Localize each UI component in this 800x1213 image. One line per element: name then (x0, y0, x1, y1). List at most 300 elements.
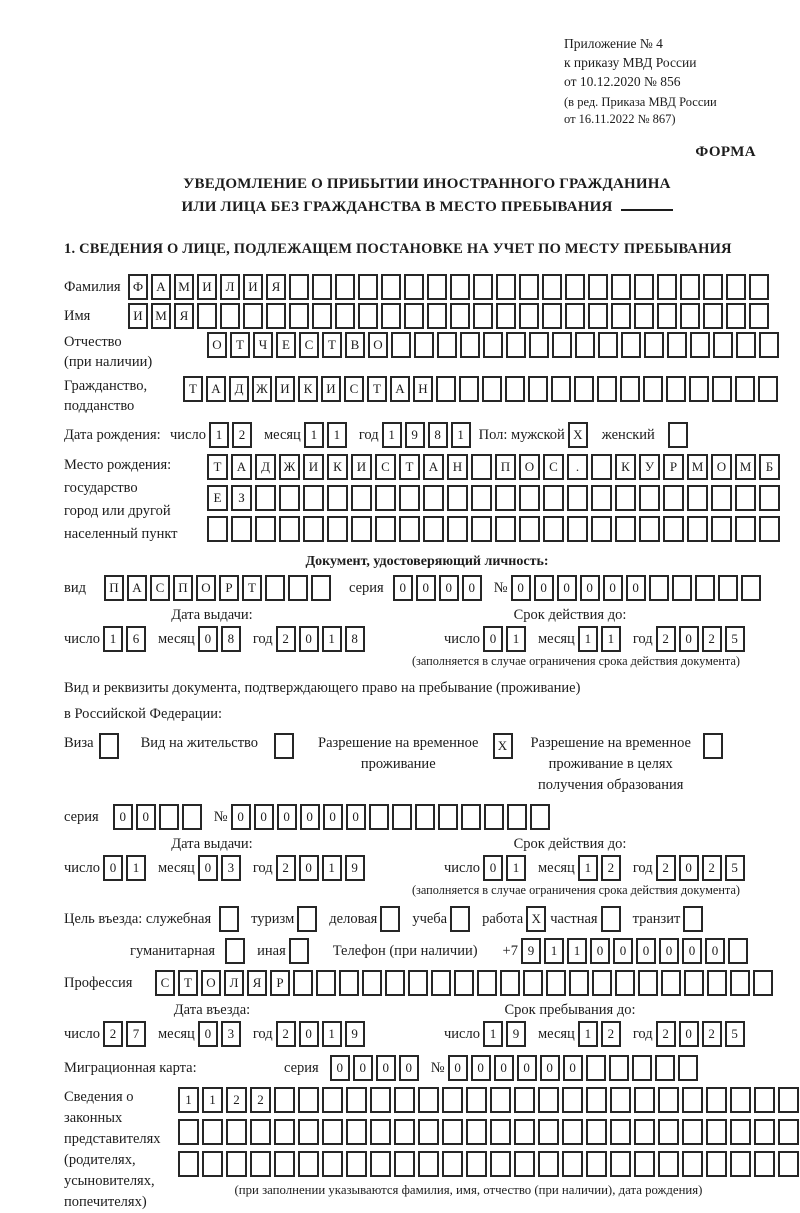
purpose-study-checkbox[interactable] (450, 906, 470, 932)
legal-reps-cell[interactable] (274, 1087, 295, 1113)
temp-residence-checkbox[interactable] (493, 733, 513, 759)
birthplace-cell[interactable]: З (231, 485, 252, 511)
surname-cell[interactable] (611, 274, 631, 300)
citizenship-cell[interactable] (574, 376, 594, 402)
surname-cell[interactable] (703, 274, 723, 300)
patronymic-cell[interactable] (667, 332, 687, 358)
surname-cell[interactable]: М (174, 274, 194, 300)
legal-reps-cell[interactable]: 1 (202, 1087, 223, 1113)
birthplace-cell[interactable]: Т (399, 454, 420, 480)
issue-month-cell[interactable]: 0 (198, 626, 218, 652)
surname-cell[interactable] (473, 274, 493, 300)
birthplace-cell[interactable] (423, 485, 444, 511)
legal-reps-cell[interactable] (418, 1087, 439, 1113)
doc-number-cell[interactable] (695, 575, 715, 601)
profession-cell[interactable] (431, 970, 451, 996)
doc-number-cell[interactable] (741, 575, 761, 601)
firstname-cell[interactable] (588, 303, 608, 329)
issue-year-cell[interactable]: 1 (322, 626, 342, 652)
migration-number-cells[interactable] (448, 1055, 698, 1081)
stay-year-cell[interactable]: 5 (725, 1021, 745, 1047)
legal-reps-cell[interactable] (442, 1119, 463, 1145)
surname-cell[interactable] (519, 274, 539, 300)
birthplace-cell[interactable] (591, 516, 612, 542)
residence-series-cell[interactable] (159, 804, 179, 830)
doc-number-cell[interactable]: 0 (603, 575, 623, 601)
birthplace-cells-row2[interactable] (207, 485, 780, 511)
phone-cell[interactable]: 0 (705, 938, 725, 964)
birthplace-cell[interactable] (255, 516, 276, 542)
doc-kind-cell[interactable]: П (173, 575, 193, 601)
res-issue-day-cells[interactable] (103, 855, 146, 881)
firstname-cell[interactable] (266, 303, 286, 329)
entry-month-cell[interactable]: 0 (198, 1021, 218, 1047)
doc-kind-cell[interactable]: С (150, 575, 170, 601)
patronymic-cell[interactable] (483, 332, 503, 358)
legal-reps-cell[interactable] (610, 1119, 631, 1145)
birth-day-cell[interactable]: 1 (209, 422, 229, 448)
birth-month-cell[interactable]: 1 (304, 422, 324, 448)
phone-cells[interactable] (521, 938, 748, 964)
legal-reps-cell[interactable] (274, 1151, 295, 1177)
surname-cell[interactable]: Ф (128, 274, 148, 300)
res-issue-month-cells[interactable] (198, 855, 241, 881)
stay-day-cell[interactable]: 1 (483, 1021, 503, 1047)
patronymic-cell[interactable] (690, 332, 710, 358)
residence-number-cell[interactable]: 0 (231, 804, 251, 830)
doc-number-cell[interactable]: 0 (580, 575, 600, 601)
residence-series-cell[interactable]: 0 (136, 804, 156, 830)
purpose-humanitarian-checkbox[interactable] (225, 938, 245, 964)
firstname-cell[interactable] (680, 303, 700, 329)
doc-series-cell[interactable]: 0 (393, 575, 413, 601)
entry-year-cells[interactable] (276, 1021, 365, 1047)
birth-year-cell[interactable]: 9 (405, 422, 425, 448)
official-checkbox[interactable] (219, 906, 239, 932)
profession-cell[interactable] (385, 970, 405, 996)
legal-reps-cell[interactable] (490, 1087, 511, 1113)
expiry-month-cell[interactable]: 1 (578, 626, 598, 652)
residence-number-cell[interactable] (369, 804, 389, 830)
residence-number-cells[interactable] (231, 804, 550, 830)
doc-kind-cell[interactable] (265, 575, 285, 601)
profession-cell[interactable]: Т (178, 970, 198, 996)
legal-reps-cell[interactable] (634, 1119, 655, 1145)
sex-female-checkbox[interactable] (668, 422, 688, 448)
birthplace-cell[interactable] (735, 485, 756, 511)
legal-reps-cell[interactable] (778, 1119, 799, 1145)
firstname-cell[interactable] (289, 303, 309, 329)
phone-cell[interactable]: 9 (521, 938, 541, 964)
legal-reps-cell[interactable] (586, 1151, 607, 1177)
surname-cell[interactable] (289, 274, 309, 300)
res-expiry-day-cell[interactable]: 0 (483, 855, 503, 881)
legal-reps-cell[interactable] (490, 1151, 511, 1177)
legal-reps-cell[interactable] (610, 1151, 631, 1177)
profession-cell[interactable] (408, 970, 428, 996)
legal-reps-cell[interactable] (562, 1151, 583, 1177)
expiry-year-cell[interactable]: 5 (725, 626, 745, 652)
profession-cell[interactable]: Я (247, 970, 267, 996)
surname-cell[interactable] (749, 274, 769, 300)
purpose-business-checkbox[interactable] (380, 906, 400, 932)
patronymic-cell[interactable] (598, 332, 618, 358)
patronymic-cell[interactable]: В (345, 332, 365, 358)
profession-cell[interactable] (730, 970, 750, 996)
citizenship-cell[interactable] (597, 376, 617, 402)
res-expiry-month-cells[interactable] (578, 855, 621, 881)
citizenship-cell[interactable]: А (390, 376, 410, 402)
profession-cell[interactable] (615, 970, 635, 996)
expiry-month-cells[interactable] (578, 626, 621, 652)
legal-reps-cell[interactable] (466, 1087, 487, 1113)
residence-number-cell[interactable] (415, 804, 435, 830)
phone-cell[interactable]: 0 (590, 938, 610, 964)
legal-reps-cell[interactable] (226, 1119, 247, 1145)
surname-cell[interactable]: Я (266, 274, 286, 300)
birthplace-cell[interactable] (543, 516, 564, 542)
citizenship-cell[interactable] (551, 376, 571, 402)
birth-month-cells[interactable] (304, 422, 347, 448)
res-issue-year-cells[interactable] (276, 855, 365, 881)
phone-cell[interactable] (728, 938, 748, 964)
migration-series-cell[interactable]: 0 (399, 1055, 419, 1081)
profession-cell[interactable]: С (155, 970, 175, 996)
patronymic-cell[interactable]: О (368, 332, 388, 358)
expiry-year-cells[interactable] (656, 626, 745, 652)
patronymic-cell[interactable] (713, 332, 733, 358)
legal-reps-cell[interactable] (538, 1119, 559, 1145)
birthplace-cells-row1[interactable] (207, 454, 780, 480)
birth-year-cell[interactable]: 1 (382, 422, 402, 448)
legal-reps-cell[interactable] (274, 1119, 295, 1145)
surname-cell[interactable]: А (151, 274, 171, 300)
citizenship-cell[interactable] (528, 376, 548, 402)
legal-reps-cell[interactable] (538, 1151, 559, 1177)
female-checkbox[interactable] (668, 422, 688, 448)
residence-number-cell[interactable] (461, 804, 481, 830)
surname-cell[interactable] (657, 274, 677, 300)
purpose-other-checkbox[interactable] (289, 938, 309, 964)
legal-reps-cell[interactable] (418, 1119, 439, 1145)
other-checkbox[interactable] (289, 938, 309, 964)
residence-number-cell[interactable] (438, 804, 458, 830)
firstname-cell[interactable] (496, 303, 516, 329)
birth-year-cell[interactable]: 1 (451, 422, 471, 448)
patronymic-cell[interactable] (759, 332, 779, 358)
doc-kind-cell[interactable]: Т (242, 575, 262, 601)
legal-reps-cell[interactable] (682, 1119, 703, 1145)
surname-cell[interactable] (450, 274, 470, 300)
birthplace-cell[interactable]: С (375, 454, 396, 480)
legal-reps-cell[interactable] (730, 1119, 751, 1145)
purpose-official-checkbox[interactable] (219, 906, 239, 932)
birthplace-cell[interactable]: И (303, 454, 324, 480)
entry-day-cell[interactable]: 2 (103, 1021, 123, 1047)
legal-reps-cell[interactable] (418, 1151, 439, 1177)
citizenship-cell[interactable] (666, 376, 686, 402)
birthplace-cell[interactable] (519, 485, 540, 511)
birthplace-cell[interactable]: К (327, 454, 348, 480)
patronymic-cell[interactable]: Ч (253, 332, 273, 358)
surname-cell[interactable] (542, 274, 562, 300)
citizenship-cell[interactable] (735, 376, 755, 402)
legal-reps-cell[interactable] (202, 1119, 223, 1145)
study-checkbox[interactable] (450, 906, 470, 932)
patronymic-cell[interactable] (414, 332, 434, 358)
firstname-cell[interactable] (542, 303, 562, 329)
birth-year-cell[interactable]: 8 (428, 422, 448, 448)
male-checkbox[interactable]: X (568, 422, 588, 448)
tourism-checkbox[interactable] (297, 906, 317, 932)
birthplace-cell[interactable] (711, 485, 732, 511)
entry-year-cell[interactable]: 0 (299, 1021, 319, 1047)
residence-number-cell[interactable] (530, 804, 550, 830)
migration-number-cell[interactable] (678, 1055, 698, 1081)
residence-series-cells[interactable] (113, 804, 202, 830)
surname-cell[interactable] (381, 274, 401, 300)
profession-cells[interactable] (155, 970, 773, 996)
legal-reps-cell[interactable] (298, 1087, 319, 1113)
migration-series-cells[interactable] (330, 1055, 419, 1081)
birthplace-cell[interactable]: И (351, 454, 372, 480)
legal-reps-cell[interactable] (466, 1151, 487, 1177)
issue-year-cell[interactable]: 0 (299, 626, 319, 652)
patronymic-cell[interactable]: Т (322, 332, 342, 358)
doc-series-cell[interactable]: 0 (462, 575, 482, 601)
surname-cells[interactable] (128, 274, 769, 300)
citizenship-cells[interactable] (183, 376, 778, 402)
doc-kind-cell[interactable]: Р (219, 575, 239, 601)
patronymic-cell[interactable] (552, 332, 572, 358)
entry-month-cell[interactable]: 3 (221, 1021, 241, 1047)
residence-number-cell[interactable]: 0 (300, 804, 320, 830)
firstname-cell[interactable] (427, 303, 447, 329)
birthplace-cell[interactable]: Ж (279, 454, 300, 480)
doc-series-cells[interactable] (393, 575, 482, 601)
legal-reps-cell[interactable] (778, 1151, 799, 1177)
birthplace-cell[interactable] (759, 516, 780, 542)
birthplace-cell[interactable] (591, 454, 612, 480)
firstname-cell[interactable] (473, 303, 493, 329)
surname-cell[interactable] (312, 274, 332, 300)
birthplace-cell[interactable] (207, 516, 228, 542)
birthplace-cell[interactable]: А (423, 454, 444, 480)
surname-cell[interactable] (404, 274, 424, 300)
profession-cell[interactable] (500, 970, 520, 996)
legal-reps-cell[interactable] (250, 1151, 271, 1177)
migration-number-cell[interactable] (586, 1055, 606, 1081)
res-expiry-month-cell[interactable]: 1 (578, 855, 598, 881)
birthplace-cell[interactable] (567, 516, 588, 542)
res-expiry-day-cell[interactable]: 1 (506, 855, 526, 881)
doc-series-cell[interactable]: 0 (416, 575, 436, 601)
expiry-day-cell[interactable]: 0 (483, 626, 503, 652)
profession-cell[interactable] (707, 970, 727, 996)
entry-month-cells[interactable] (198, 1021, 241, 1047)
birthplace-cell[interactable] (495, 516, 516, 542)
legal-reps-cell[interactable]: 1 (178, 1087, 199, 1113)
surname-cell[interactable] (634, 274, 654, 300)
firstname-cell[interactable] (243, 303, 263, 329)
profession-cell[interactable]: Р (270, 970, 290, 996)
citizenship-cell[interactable] (459, 376, 479, 402)
res-issue-year-cell[interactable]: 9 (345, 855, 365, 881)
doc-number-cell[interactable]: 0 (511, 575, 531, 601)
issue-year-cells[interactable] (276, 626, 365, 652)
birthplace-cell[interactable]: Е (207, 485, 228, 511)
phone-cell[interactable]: 0 (659, 938, 679, 964)
birthplace-cell[interactable]: . (567, 454, 588, 480)
surname-cell[interactable] (726, 274, 746, 300)
firstname-cell[interactable] (657, 303, 677, 329)
citizenship-cell[interactable]: С (344, 376, 364, 402)
legal-reps-cell[interactable] (658, 1151, 679, 1177)
patronymic-cell[interactable] (437, 332, 457, 358)
migration-number-cell[interactable] (609, 1055, 629, 1081)
residence-number-cell[interactable] (507, 804, 527, 830)
firstname-cell[interactable] (312, 303, 332, 329)
phone-cell[interactable]: 0 (613, 938, 633, 964)
firstname-cell[interactable] (450, 303, 470, 329)
birthplace-cell[interactable] (447, 485, 468, 511)
firstname-cell[interactable] (726, 303, 746, 329)
birthplace-cell[interactable] (279, 485, 300, 511)
surname-cell[interactable]: И (197, 274, 217, 300)
expiry-year-cell[interactable]: 2 (656, 626, 676, 652)
res-issue-month-cell[interactable]: 3 (221, 855, 241, 881)
stay-month-cell[interactable]: 2 (601, 1021, 621, 1047)
birthplace-cell[interactable] (255, 485, 276, 511)
legal-reps-cell[interactable] (634, 1087, 655, 1113)
legal-reps-cell[interactable]: 2 (226, 1087, 247, 1113)
issue-day-cell[interactable]: 1 (103, 626, 123, 652)
surname-cell[interactable] (496, 274, 516, 300)
legal-reps-cell[interactable] (370, 1151, 391, 1177)
firstname-cell[interactable] (565, 303, 585, 329)
stay-year-cell[interactable]: 2 (702, 1021, 722, 1047)
legal-reps-cell[interactable] (754, 1151, 775, 1177)
firstname-cell[interactable] (381, 303, 401, 329)
surname-cell[interactable]: И (243, 274, 263, 300)
purpose-private-checkbox[interactable] (601, 906, 621, 932)
citizenship-cell[interactable]: Т (367, 376, 387, 402)
birthplace-cell[interactable]: Д (255, 454, 276, 480)
firstname-cells[interactable] (128, 303, 769, 329)
work-checkbox[interactable]: X (526, 906, 546, 932)
patronymic-cell[interactable] (736, 332, 756, 358)
purpose-work-checkbox[interactable] (526, 906, 546, 932)
res-expiry-month-cell[interactable]: 2 (601, 855, 621, 881)
legal-reps-cell[interactable] (730, 1151, 751, 1177)
legal-reps-cell[interactable] (658, 1119, 679, 1145)
legal-reps-cell[interactable] (322, 1119, 343, 1145)
legal-reps-cell[interactable] (634, 1151, 655, 1177)
firstname-cell[interactable]: М (151, 303, 171, 329)
firstname-cell[interactable] (634, 303, 654, 329)
stay-day-cell[interactable]: 9 (506, 1021, 526, 1047)
migration-number-cell[interactable]: 0 (448, 1055, 468, 1081)
legal-reps-cells-row2[interactable] (178, 1119, 799, 1145)
birth-year-cells[interactable] (382, 422, 471, 448)
birthplace-cell[interactable] (399, 485, 420, 511)
birthplace-cell[interactable] (471, 516, 492, 542)
stay-year-cells[interactable] (656, 1021, 745, 1047)
legal-reps-cell[interactable] (682, 1151, 703, 1177)
entry-day-cells[interactable] (103, 1021, 146, 1047)
stay-year-cell[interactable]: 0 (679, 1021, 699, 1047)
private-checkbox[interactable] (601, 906, 621, 932)
citizenship-cell[interactable] (758, 376, 778, 402)
birthplace-cell[interactable] (303, 485, 324, 511)
migration-number-cell[interactable]: 0 (494, 1055, 514, 1081)
legal-reps-cell[interactable] (490, 1119, 511, 1145)
birthplace-cell[interactable]: П (495, 454, 516, 480)
legal-reps-cell[interactable] (706, 1087, 727, 1113)
res-expiry-day-cells[interactable] (483, 855, 526, 881)
issue-day-cell[interactable]: 6 (126, 626, 146, 652)
patronymic-cell[interactable]: О (207, 332, 227, 358)
legal-reps-cell[interactable] (346, 1151, 367, 1177)
birthplace-cell[interactable]: Т (207, 454, 228, 480)
citizenship-cell[interactable] (505, 376, 525, 402)
profession-cell[interactable] (293, 970, 313, 996)
birth-day-cell[interactable]: 2 (232, 422, 252, 448)
residence-number-cell[interactable]: 0 (254, 804, 274, 830)
birthplace-cell[interactable] (471, 454, 492, 480)
birthplace-cell[interactable] (351, 485, 372, 511)
birthplace-cell[interactable] (639, 516, 660, 542)
firstname-cell[interactable] (197, 303, 217, 329)
visa-checkbox[interactable] (99, 733, 119, 759)
birthplace-cell[interactable] (399, 516, 420, 542)
legal-reps-cell[interactable] (730, 1087, 751, 1113)
profession-cell[interactable] (339, 970, 359, 996)
legal-reps-cell[interactable] (514, 1119, 535, 1145)
res-expiry-year-cell[interactable]: 0 (679, 855, 699, 881)
doc-kind-cell[interactable] (288, 575, 308, 601)
surname-cell[interactable] (358, 274, 378, 300)
doc-kind-cell[interactable]: П (104, 575, 124, 601)
legal-reps-cell[interactable] (178, 1119, 199, 1145)
transit-checkbox[interactable] (683, 906, 703, 932)
birthplace-cell[interactable] (447, 516, 468, 542)
res-expiry-year-cell[interactable]: 2 (702, 855, 722, 881)
birthplace-cell[interactable] (591, 485, 612, 511)
entry-year-cell[interactable]: 2 (276, 1021, 296, 1047)
citizenship-cell[interactable]: Д (229, 376, 249, 402)
migration-number-cell[interactable] (655, 1055, 675, 1081)
patronymic-cell[interactable] (506, 332, 526, 358)
residence-series-cell[interactable]: 0 (113, 804, 133, 830)
citizenship-cell[interactable]: И (321, 376, 341, 402)
legal-reps-cell[interactable] (514, 1151, 535, 1177)
stay-year-cell[interactable]: 2 (656, 1021, 676, 1047)
stay-day-cells[interactable] (483, 1021, 526, 1047)
profession-cell[interactable] (661, 970, 681, 996)
phone-cell[interactable]: 1 (567, 938, 587, 964)
patronymic-cell[interactable] (621, 332, 641, 358)
edu-residence-checkbox[interactable] (703, 733, 723, 759)
doc-number-cells[interactable] (511, 575, 761, 601)
birthplace-cell[interactable] (567, 485, 588, 511)
issue-year-cell[interactable]: 2 (276, 626, 296, 652)
expiry-day-cell[interactable]: 1 (506, 626, 526, 652)
citizenship-cell[interactable] (620, 376, 640, 402)
birth-day-cells[interactable] (209, 422, 252, 448)
legal-reps-cell[interactable] (298, 1119, 319, 1145)
surname-cell[interactable] (588, 274, 608, 300)
